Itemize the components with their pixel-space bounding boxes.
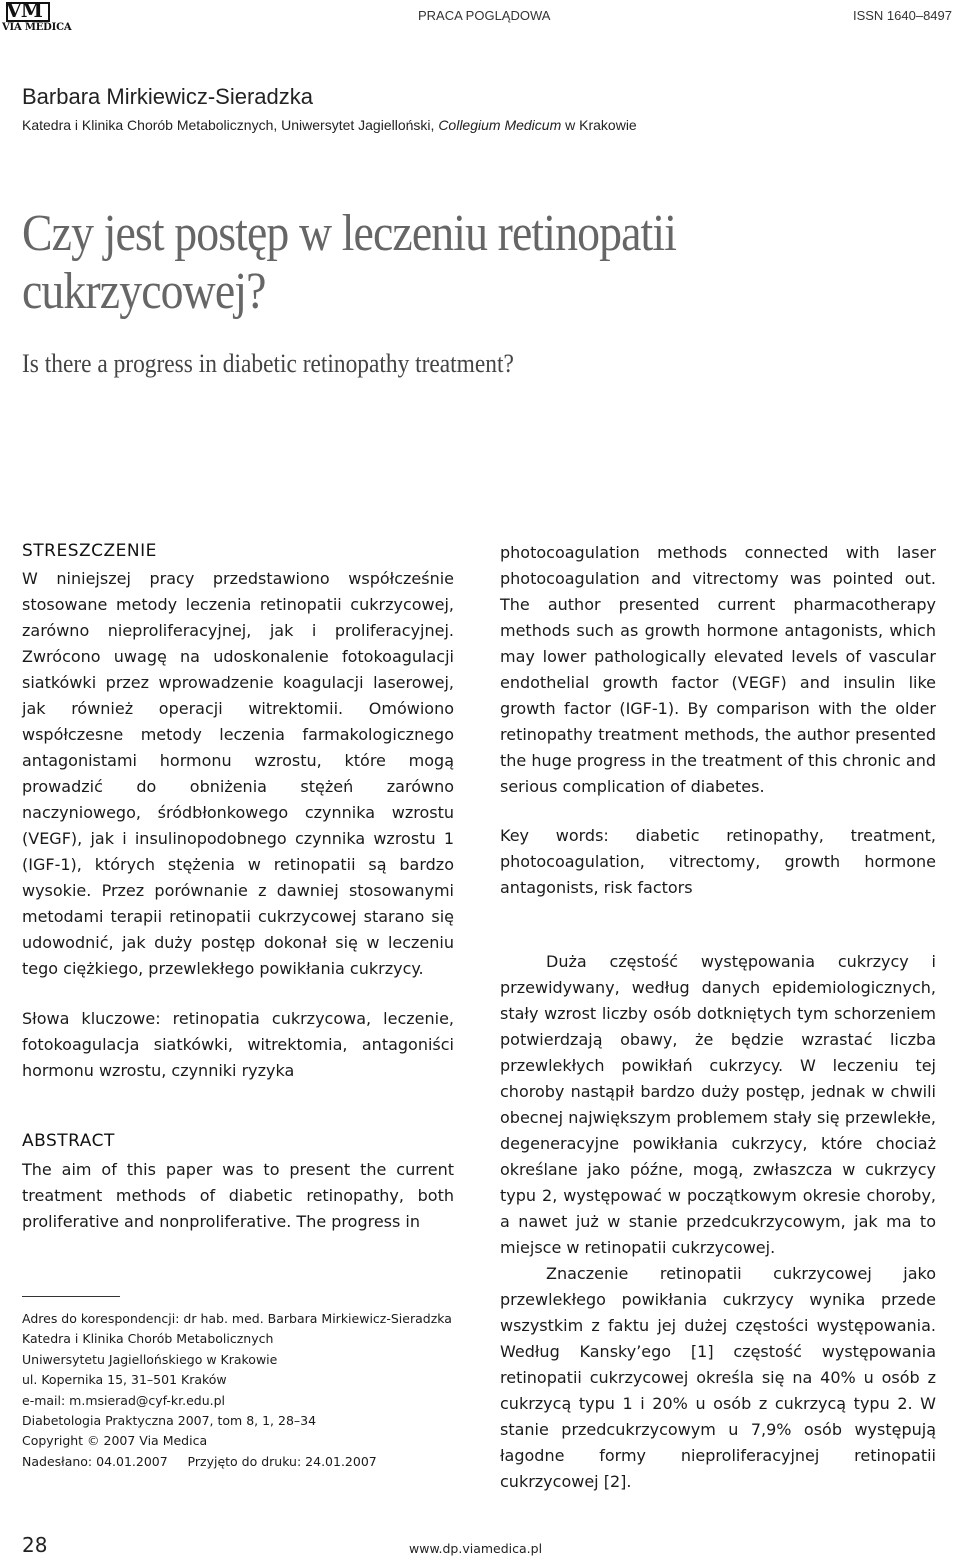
body-paragraph-1: Duża częstość występowania cukrzycy i przewidywany, według danych epidemiologicznych, stały wzrost liczby osób dotkniętych tym schorzeniem potwierdzają obawy, że będzie wzrastać liczba przewlekłych powikłań cukrzycy. W leczeniu tej choroby nastąpił bardzo duży postęp, jednak w chwili obecnej największym problemem stały się przewlekłe, degeneracyjne powikłania cukrzycy, które chociaż określane jako późne, mogą, zwłaszcza w cukrzycy typu 2, występować w początkowym okresie choroby, a nawet już w stanie przedcukrzycowym, jak ma to miejsce w retinopatii cukrzycowej. (500, 952, 936, 1257)
correspondence-line: Uniwersytetu Jagiellońskiego w Krakowie (22, 1351, 278, 1367)
affiliation: Katedra i Klinika Chorób Metabolicznych, Uniwersytet Jagielloński, Collegium Medicum w Krakowie (22, 117, 637, 133)
issn: ISSN 1640–8497 (852, 8, 952, 23)
correspondence-line: Adres do korespondencji: dr hab. med. Barbara Mirkiewicz-Sieradzka (22, 1311, 452, 1326)
correspondence-line: ul. Kopernika 15, 31–501 Kraków (22, 1372, 227, 1388)
streszczenie-text: W niniejszej pracy przedstawiono współcześnie stosowane metody leczenia retinopatii cukrzycowej, zarówno nieproliferacyjnej, jak i proliferacyjnej. Zwrócono uwagę na udoskonalenie fotokoagulacji siatkówki przez wprowadzenie koagulacji laserowej, jak również operacji witrektomii. Omówiono współczesne metody leczenia farmakologicznego antagonistami hormonu wzrostu, które mogą prowadzić do obniżenia stężeń zarówno naczyniowego, śródbłonkowego czynnika wzrostu (VEGF), jak i insulinopodobnego czynnika wzrostu 1 (IGF-1), których stężenia w retinopatii są bardzo wysokie. Przez porównanie z dawniej stosowanymi metodami terapii retinopatii cukrzycowej starano się udowodnić, jak duży postęp dokonał się w leczeniu tego ciężkiego, przewlekłego powikłania cukrzycy. (22, 569, 454, 978)
page-number: 28 (22, 1533, 48, 1557)
body-paragraph-2: Znaczenie retinopatii cukrzycowej jako przewlekłego powikłania cukrzycy wynika przede wszystkim z faktu jej dużej częstości występowania. Według Kansky’ego [1] częstość występowania retinopatii cukrzycowej określa się na 40% u osób z cukrzycą typu 1 i 20% u osób z cukrzycą typu 2. W stanie przedcukrzycowym u 7,9% osób występują łagodne formy nieproliferacyjnej retinopatii cukrzycowej [2]. (500, 1264, 936, 1491)
body-text (500, 949, 936, 1495)
footer-url[interactable]: www.dp.viamedica.pl (409, 1541, 543, 1556)
correspondence-block (22, 1309, 462, 1472)
correspondence-email[interactable]: e-mail: m.msierad@cyf-kr.edu.pl (22, 1392, 226, 1408)
author-name: Barbara Mirkiewicz-Sieradzka (22, 84, 313, 109)
slowa-kluczowe: Słowa kluczowe: retinopatia cukrzycowa, leczenie, fotokoagulacja siatkówki, witrektomia, antagoniści hormonu wzrostu, czynniki ryzyka (22, 1009, 454, 1080)
key-words: Key words: diabetic retinopathy, treatment, photocoagulation, vitrectomy, growth hormone antagonists, risk factors (500, 826, 936, 897)
via-medica-logo (2, 2, 70, 34)
divider (22, 1296, 120, 1297)
logo-text: VIA MEDICA (2, 22, 72, 33)
abstract-text-right: photocoagulation methods connected with laser photocoagulation and vitrectomy was pointed out. The author presented current pharmacotherapy methods such as growth hormone antagonists, which may lower pathologically elevated levels of vascular endothelial growth factor (VEGF) and insulin like growth factor (IGF-1). By comparison with the older retinopathy treatment methods, the author presented the huge progress in the treatment of this chronic and serious complication of diabetes. (500, 543, 936, 796)
correspondence-line: Copyright © 2007 Via Medica (22, 1433, 208, 1449)
abstract-heading: ABSTRACT (22, 1131, 115, 1151)
title-english: Is there a progress in diabetic retinopathy treatment? (22, 349, 514, 378)
title-polish: Czy jest postęp w leczeniu retinopatii cukrzycowej? (22, 205, 677, 320)
logo-letters: VM (6, 0, 42, 22)
streszczenie-heading: STRESZCZENIE (22, 541, 157, 561)
correspondence-line: Katedra i Klinika Chorób Metabolicznych (22, 1331, 274, 1347)
abstract-text-left: The aim of this paper was to present the current treatment methods of diabetic retinopathy, both proliferative and nonproliferative. The progress in (22, 1160, 454, 1231)
section-label: PRACA POGLĄDOWA (418, 8, 551, 23)
correspondence-dates: Nadesłano: 04.01.2007 Przyjęto do druku: 24.01.2007 (22, 1453, 377, 1469)
correspondence-line: Diabetologia Praktyczna 2007, tom 8, 1, 28–34 (22, 1413, 317, 1429)
